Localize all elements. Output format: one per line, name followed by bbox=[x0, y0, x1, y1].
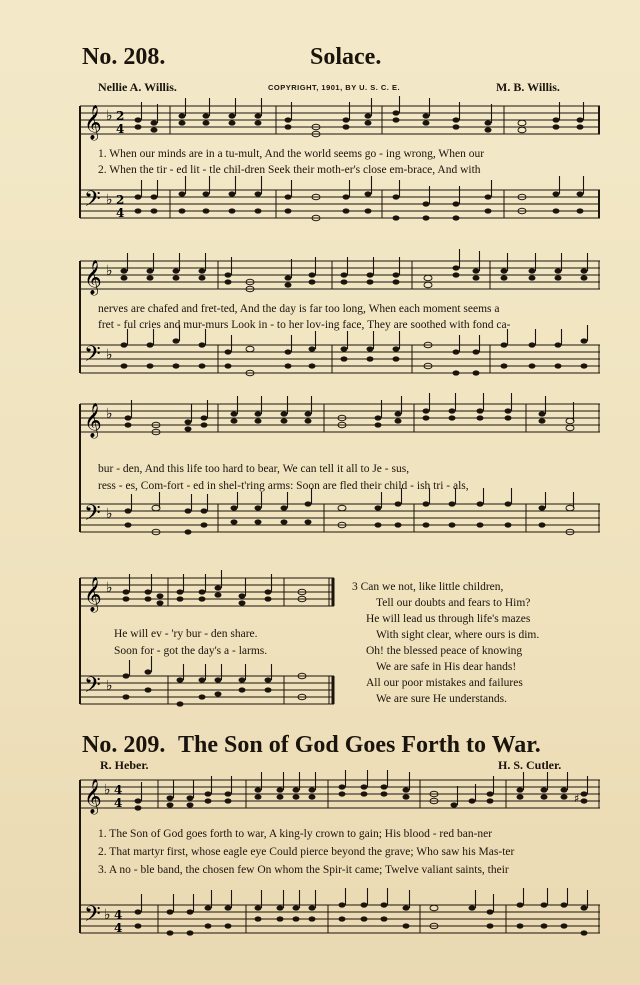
hymn-208-composer: M. B. Willis. bbox=[496, 80, 560, 94]
svg-text:𝄢: 𝄢 bbox=[84, 342, 101, 372]
hymn-209-composer: H. S. Cutler. bbox=[498, 758, 562, 772]
svg-text:♭: ♭ bbox=[106, 263, 113, 279]
svg-text:♭: ♭ bbox=[106, 580, 113, 596]
hymn-208-title: Solace. bbox=[310, 44, 382, 70]
treble-notes bbox=[135, 784, 588, 810]
svg-text:𝄢: 𝄢 bbox=[84, 501, 101, 531]
svg-text:♭: ♭ bbox=[106, 108, 113, 124]
system-3-lyric-verse-1: bur - den, And this life too hard to bear, We can tell it all to Je - sus, bbox=[98, 463, 410, 475]
hymn-209-lyric-verse-2: 2. That martyr first, whose eagle eye Could pierce beyond the grave; Who saw his Mas-ter bbox=[98, 846, 515, 858]
svg-text:♭: ♭ bbox=[106, 506, 113, 522]
hymn-208-number: No. 208. bbox=[82, 44, 166, 70]
svg-text:𝄞: 𝄞 bbox=[84, 403, 102, 438]
svg-text:𝄞: 𝄞 bbox=[84, 577, 102, 612]
bass-notes bbox=[135, 191, 584, 220]
hymn-209-title: The Son of God Goes Forth to War. bbox=[178, 732, 541, 758]
svg-text:4: 4 bbox=[116, 122, 125, 136]
verse-3-line-4: With sight clear, where ours is dim. bbox=[376, 629, 540, 641]
svg-text:♭: ♭ bbox=[106, 406, 113, 422]
verse-3-line-5: Oh! the blessed peace of knowing bbox=[366, 645, 523, 657]
system-3-lyric-verse-2: ress - es, Com-fort - ed in shel-t'ring arms: Soon are fled their child - ish tri - als, bbox=[98, 480, 469, 492]
svg-text:𝄢: 𝄢 bbox=[84, 902, 101, 932]
hymn-208-author: Nellie A. Willis. bbox=[98, 80, 177, 94]
sharp-accidental: ♯ bbox=[574, 792, 580, 805]
bass-notes bbox=[121, 338, 588, 375]
system-4-lyric-verse-2: Soon for - got the day's a - larms. bbox=[114, 645, 268, 657]
svg-text:2: 2 bbox=[116, 109, 125, 123]
bass-notes bbox=[123, 669, 307, 706]
verse-3-line-6: We are safe in His dear hands! bbox=[376, 661, 517, 673]
svg-text:4: 4 bbox=[114, 783, 123, 797]
svg-text:𝄞: 𝄞 bbox=[84, 779, 102, 814]
hymn-209-lyric-verse-3: 3. A no - ble band, the chosen few On whom the Spir-it came; Twelve valiant saints, their bbox=[98, 864, 509, 876]
music-system-4 bbox=[80, 568, 340, 718]
svg-text:𝄢: 𝄢 bbox=[84, 187, 101, 217]
verse-3-line-8: We are sure He understands. bbox=[376, 693, 507, 705]
system-1-lyric-verse-1: 1. When our minds are in a tu-mult, And the world seems go - ing wrong, When our bbox=[98, 148, 485, 160]
svg-text:4: 4 bbox=[116, 206, 125, 220]
svg-text:4: 4 bbox=[114, 796, 123, 810]
hymn-209-author: R. Heber. bbox=[100, 758, 149, 772]
svg-text:𝄢: 𝄢 bbox=[84, 673, 101, 703]
svg-text:♭: ♭ bbox=[106, 347, 113, 363]
treble-notes bbox=[123, 585, 307, 605]
svg-text:𝄞: 𝄞 bbox=[84, 105, 102, 140]
svg-text:♭: ♭ bbox=[104, 782, 111, 798]
hymn-209-number: No. 209. bbox=[82, 732, 166, 758]
system-2-lyric-verse-1: nerves are chafed and fret-ted, And the day is far too long, When each moment seems a bbox=[98, 303, 500, 315]
svg-text:♭: ♭ bbox=[104, 907, 111, 923]
verse-3-line-3: He will lead us through life's mazes bbox=[366, 613, 531, 625]
hymn-209-lyric-verse-1: 1. The Son of God goes forth to war, A king-ly crown to gain; His blood - red ban-ner bbox=[98, 828, 493, 840]
treble-notes bbox=[121, 265, 588, 291]
treble-notes bbox=[135, 110, 584, 136]
svg-text:2: 2 bbox=[116, 193, 125, 207]
system-2-lyric-verse-2: fret - ful cries and mur-murs Look in - to her lov-ing face, They are soothed with fond ca- bbox=[98, 319, 511, 331]
svg-text:4: 4 bbox=[114, 908, 123, 922]
system-1-lyric-verse-2: 2. When the tir - ed lit - tle chil-dren Seek their moth-er's close em-brace, And with bbox=[98, 164, 481, 176]
svg-text:4: 4 bbox=[114, 921, 123, 935]
system-4-lyric-verse-1: He will ev - 'ry bur - den share. bbox=[114, 628, 258, 640]
svg-text:𝄞: 𝄞 bbox=[84, 260, 102, 295]
hymn-208-copyright: COPYRIGHT, 1901, BY U. S. C. E. bbox=[268, 83, 401, 92]
verse-3-line-7: All our poor mistakes and failures bbox=[366, 677, 523, 689]
verse-3-line-2: Tell our doubts and fears to Him? bbox=[376, 597, 531, 609]
svg-text:♭: ♭ bbox=[106, 192, 113, 208]
verse-3-line-1: 3 Can we not, like little children, bbox=[352, 581, 504, 593]
svg-text:♭: ♭ bbox=[106, 678, 113, 694]
